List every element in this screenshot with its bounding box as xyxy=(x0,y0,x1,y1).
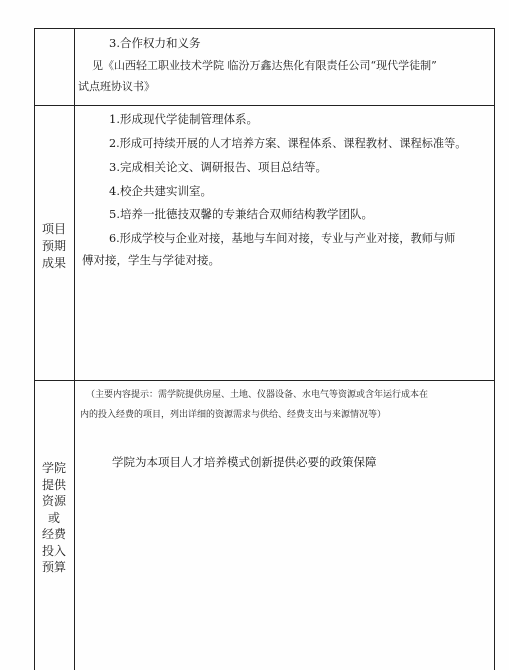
section1-text-line2: 试点班协议书》 xyxy=(78,80,155,93)
section2-label-line3: 成果 xyxy=(41,256,66,270)
table-row-divider-2 xyxy=(34,380,495,381)
section3-label-line3: 资源 xyxy=(41,494,66,508)
section3-label-line1: 学院 xyxy=(41,461,66,475)
section3-label-line4: 或 xyxy=(47,510,60,525)
result-item-2: 2.形成可持续开展的人才培养方案、课程体系、课程教材、课程标准等。 xyxy=(109,137,467,150)
result-item-3: 3.完成相关论文、调研报告、项目总结等。 xyxy=(109,160,327,174)
table-row-divider-1 xyxy=(34,105,495,106)
result-item-6-cont: 傅对接，学生与学徒对接。 xyxy=(82,253,220,267)
result-item-6: 6.形成学校与企业对接，基地与车间对接，专业与产业对接，教师与师 xyxy=(109,232,456,245)
section3-label-line7: 预算 xyxy=(41,560,66,574)
result-item-1: 1.形成现代学徒制管理体系。 xyxy=(109,112,258,126)
section3-body: 学院为本项目人才培养模式创新提供必要的政策保障 xyxy=(112,455,377,469)
section2-label-line2: 预期 xyxy=(41,239,66,253)
table-border-right xyxy=(494,28,495,670)
section3-label xyxy=(34,460,74,576)
table-border-top xyxy=(34,28,495,29)
result-item-5: 5.培养一批德技双馨的专兼结合双师结构教学团队。 xyxy=(109,207,373,221)
section2-label xyxy=(34,221,74,272)
table-border-middle xyxy=(74,28,75,670)
section3-hint-line1: （主要内容提示：需学院提供房屋、土地、仪器设备、水电气等资源或含年运行成本在 xyxy=(86,390,429,400)
result-item-4: 4.校企共建实训室。 xyxy=(109,184,212,198)
section1-text-line1: 见《山西轻工职业技术学院 临汾万鑫达焦化有限责任公司“现代学徒制” xyxy=(92,59,437,72)
section3-label-line5: 经费 xyxy=(41,527,66,541)
section3-label-line2: 提供 xyxy=(41,477,66,492)
section1-heading: 3.合作权力和义务 xyxy=(109,36,201,50)
section3-hint-line2: 内的投入经费的项目，列出详细的资源需求与供给、经费支出与来源情况等） xyxy=(80,410,387,420)
section2-label-line1: 项目 xyxy=(41,222,66,236)
section3-label-line6: 投入 xyxy=(41,543,66,558)
